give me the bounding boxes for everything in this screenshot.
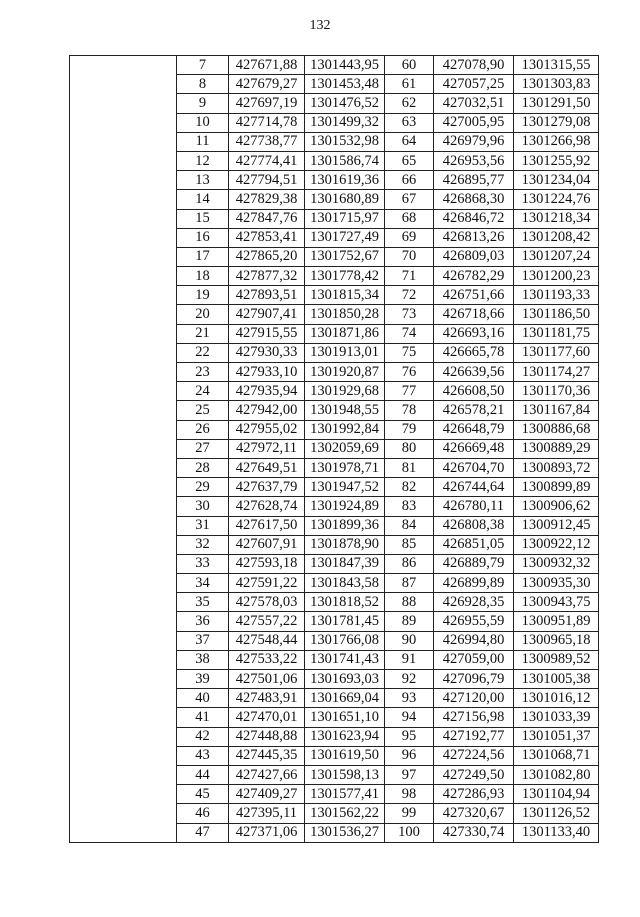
point-number-right: 86 <box>385 554 434 573</box>
x-coordinate-right: 426608,50 <box>434 382 514 401</box>
x-coordinate-left: 427649,51 <box>229 458 305 477</box>
point-number-left: 37 <box>177 631 229 650</box>
x-coordinate-left: 427607,91 <box>229 535 305 554</box>
x-coordinate-left: 427930,33 <box>229 343 305 362</box>
point-number-left: 14 <box>177 190 229 209</box>
x-coordinate-left: 427557,22 <box>229 612 305 631</box>
y-coordinate-right: 1300922,12 <box>514 535 599 554</box>
point-number-left: 26 <box>177 420 229 439</box>
x-coordinate-right: 426868,30 <box>434 190 514 209</box>
y-coordinate-right: 1301170,36 <box>514 382 599 401</box>
y-coordinate-left: 1301947,52 <box>305 478 385 497</box>
point-number-right: 78 <box>385 401 434 420</box>
y-coordinate-right: 1300886,68 <box>514 420 599 439</box>
y-coordinate-left: 1301847,39 <box>305 554 385 573</box>
y-coordinate-left: 1301727,49 <box>305 228 385 247</box>
point-number-left: 38 <box>177 650 229 669</box>
x-coordinate-right: 427192,77 <box>434 727 514 746</box>
y-coordinate-right: 1300935,30 <box>514 574 599 593</box>
y-coordinate-left: 1301499,32 <box>305 113 385 132</box>
y-coordinate-right: 1300893,72 <box>514 458 599 477</box>
x-coordinate-left: 427774,41 <box>229 151 305 170</box>
y-coordinate-left: 1301978,71 <box>305 458 385 477</box>
point-number-left: 25 <box>177 401 229 420</box>
point-number-left: 19 <box>177 286 229 305</box>
point-number-left: 17 <box>177 247 229 266</box>
point-number-right: 97 <box>385 765 434 784</box>
point-number-left: 8 <box>177 75 229 94</box>
point-number-left: 13 <box>177 171 229 190</box>
x-coordinate-right: 427286,93 <box>434 785 514 804</box>
y-coordinate-right: 1301291,50 <box>514 94 599 113</box>
x-coordinate-left: 427877,32 <box>229 267 305 286</box>
point-number-right: 94 <box>385 708 434 727</box>
y-coordinate-right: 1300899,89 <box>514 478 599 497</box>
x-coordinate-left: 427847,76 <box>229 209 305 228</box>
x-coordinate-right: 426780,11 <box>434 497 514 516</box>
y-coordinate-right: 1301234,04 <box>514 171 599 190</box>
x-coordinate-left: 427591,22 <box>229 574 305 593</box>
point-number-left: 29 <box>177 478 229 497</box>
x-coordinate-left: 427907,41 <box>229 305 305 324</box>
x-coordinate-right: 427320,67 <box>434 804 514 823</box>
page-number: 132 <box>309 18 331 33</box>
y-coordinate-right: 1301193,33 <box>514 286 599 305</box>
x-coordinate-right: 426895,77 <box>434 171 514 190</box>
y-coordinate-left: 1301741,43 <box>305 650 385 669</box>
y-coordinate-left: 1301815,34 <box>305 286 385 305</box>
y-coordinate-left: 1301871,86 <box>305 324 385 343</box>
point-number-left: 20 <box>177 305 229 324</box>
x-coordinate-right: 426846,72 <box>434 209 514 228</box>
point-number-right: 98 <box>385 785 434 804</box>
x-coordinate-left: 427548,44 <box>229 631 305 650</box>
point-number-right: 75 <box>385 343 434 362</box>
point-number-right: 64 <box>385 132 434 151</box>
x-coordinate-left: 427829,38 <box>229 190 305 209</box>
x-coordinate-left: 427915,55 <box>229 324 305 343</box>
x-coordinate-right: 426648,79 <box>434 420 514 439</box>
point-number-left: 47 <box>177 823 229 842</box>
y-coordinate-left: 1301899,36 <box>305 516 385 535</box>
x-coordinate-left: 427427,66 <box>229 765 305 784</box>
y-coordinate-left: 1301992,84 <box>305 420 385 439</box>
point-number-right: 93 <box>385 689 434 708</box>
point-number-right: 65 <box>385 151 434 170</box>
point-number-left: 40 <box>177 689 229 708</box>
x-coordinate-right: 426704,70 <box>434 458 514 477</box>
x-coordinate-left: 427371,06 <box>229 823 305 842</box>
y-coordinate-right: 1301167,84 <box>514 401 599 420</box>
point-number-left: 33 <box>177 554 229 573</box>
y-coordinate-right: 1300989,52 <box>514 650 599 669</box>
x-coordinate-left: 427448,88 <box>229 727 305 746</box>
y-coordinate-right: 1301068,71 <box>514 746 599 765</box>
point-number-left: 24 <box>177 382 229 401</box>
x-coordinate-left: 427637,79 <box>229 478 305 497</box>
y-coordinate-left: 1301536,27 <box>305 823 385 842</box>
point-number-right: 95 <box>385 727 434 746</box>
point-number-right: 84 <box>385 516 434 535</box>
x-coordinate-right: 426782,29 <box>434 267 514 286</box>
point-number-right: 61 <box>385 75 434 94</box>
point-number-right: 91 <box>385 650 434 669</box>
point-number-right: 60 <box>385 56 434 75</box>
y-coordinate-left: 1301619,50 <box>305 746 385 765</box>
y-coordinate-right: 1300906,62 <box>514 497 599 516</box>
point-number-right: 99 <box>385 804 434 823</box>
point-number-left: 11 <box>177 132 229 151</box>
point-number-left: 31 <box>177 516 229 535</box>
point-number-left: 44 <box>177 765 229 784</box>
y-coordinate-left: 1301920,87 <box>305 363 385 382</box>
coordinates-table <box>69 55 599 843</box>
point-number-left: 39 <box>177 670 229 689</box>
point-number-right: 69 <box>385 228 434 247</box>
y-coordinate-right: 1301266,98 <box>514 132 599 151</box>
x-coordinate-right: 426889,79 <box>434 554 514 573</box>
x-coordinate-right: 427005,95 <box>434 113 514 132</box>
y-coordinate-right: 1300951,89 <box>514 612 599 631</box>
x-coordinate-left: 427972,11 <box>229 439 305 458</box>
y-coordinate-right: 1300889,29 <box>514 439 599 458</box>
y-coordinate-right: 1300912,45 <box>514 516 599 535</box>
y-coordinate-left: 1301878,90 <box>305 535 385 554</box>
x-coordinate-right: 426693,16 <box>434 324 514 343</box>
y-coordinate-left: 1301476,52 <box>305 94 385 113</box>
point-number-left: 28 <box>177 458 229 477</box>
point-number-left: 23 <box>177 363 229 382</box>
point-number-right: 71 <box>385 267 434 286</box>
y-coordinate-left: 1301715,97 <box>305 209 385 228</box>
x-coordinate-left: 427671,88 <box>229 56 305 75</box>
point-number-right: 63 <box>385 113 434 132</box>
y-coordinate-left: 1301948,55 <box>305 401 385 420</box>
x-coordinate-left: 427395,11 <box>229 804 305 823</box>
x-coordinate-right: 426718,66 <box>434 305 514 324</box>
point-number-right: 72 <box>385 286 434 305</box>
y-coordinate-left: 1301562,22 <box>305 804 385 823</box>
point-number-right: 80 <box>385 439 434 458</box>
x-coordinate-right: 427249,50 <box>434 765 514 784</box>
x-coordinate-right: 427057,25 <box>434 75 514 94</box>
point-number-left: 15 <box>177 209 229 228</box>
y-coordinate-right: 1301051,37 <box>514 727 599 746</box>
y-coordinate-right: 1301207,24 <box>514 247 599 266</box>
y-coordinate-right: 1301082,80 <box>514 765 599 784</box>
point-number-right: 100 <box>385 823 434 842</box>
point-number-right: 81 <box>385 458 434 477</box>
x-coordinate-right: 426639,56 <box>434 363 514 382</box>
x-coordinate-right: 427032,51 <box>434 94 514 113</box>
x-coordinate-left: 427697,19 <box>229 94 305 113</box>
point-number-right: 62 <box>385 94 434 113</box>
x-coordinate-left: 427593,18 <box>229 554 305 573</box>
x-coordinate-right: 427096,79 <box>434 670 514 689</box>
y-coordinate-right: 1301133,40 <box>514 823 599 842</box>
x-coordinate-right: 426813,26 <box>434 228 514 247</box>
y-coordinate-right: 1301126,52 <box>514 804 599 823</box>
x-coordinate-right: 427224,56 <box>434 746 514 765</box>
x-coordinate-left: 427628,74 <box>229 497 305 516</box>
y-coordinate-left: 1301913,01 <box>305 343 385 362</box>
y-coordinate-left: 1302059,69 <box>305 439 385 458</box>
y-coordinate-left: 1301443,95 <box>305 56 385 75</box>
point-number-left: 32 <box>177 535 229 554</box>
x-coordinate-right: 426809,03 <box>434 247 514 266</box>
y-coordinate-left: 1301850,28 <box>305 305 385 324</box>
point-number-right: 92 <box>385 670 434 689</box>
y-coordinate-right: 1301279,08 <box>514 113 599 132</box>
x-coordinate-left: 427714,78 <box>229 113 305 132</box>
x-coordinate-right: 426669,48 <box>434 439 514 458</box>
point-number-right: 90 <box>385 631 434 650</box>
point-number-left: 42 <box>177 727 229 746</box>
y-coordinate-left: 1301781,45 <box>305 612 385 631</box>
point-number-right: 85 <box>385 535 434 554</box>
point-number-right: 79 <box>385 420 434 439</box>
x-coordinate-right: 426955,59 <box>434 612 514 631</box>
y-coordinate-left: 1301453,48 <box>305 75 385 94</box>
y-coordinate-right: 1301224,76 <box>514 190 599 209</box>
point-number-left: 16 <box>177 228 229 247</box>
point-number-left: 41 <box>177 708 229 727</box>
x-coordinate-left: 427679,27 <box>229 75 305 94</box>
y-coordinate-right: 1301177,60 <box>514 343 599 362</box>
point-number-right: 96 <box>385 746 434 765</box>
y-coordinate-left: 1301818,52 <box>305 593 385 612</box>
x-coordinate-right: 426851,05 <box>434 535 514 554</box>
empty-column-cell <box>70 56 177 843</box>
y-coordinate-right: 1301315,55 <box>514 56 599 75</box>
point-number-right: 76 <box>385 363 434 382</box>
x-coordinate-right: 427078,90 <box>434 56 514 75</box>
x-coordinate-right: 426744,64 <box>434 478 514 497</box>
point-number-right: 70 <box>385 247 434 266</box>
y-coordinate-left: 1301598,13 <box>305 765 385 784</box>
point-number-left: 9 <box>177 94 229 113</box>
x-coordinate-left: 427470,01 <box>229 708 305 727</box>
y-coordinate-right: 1300965,18 <box>514 631 599 650</box>
y-coordinate-left: 1301651,10 <box>305 708 385 727</box>
y-coordinate-left: 1301929,68 <box>305 382 385 401</box>
y-coordinate-left: 1301623,94 <box>305 727 385 746</box>
x-coordinate-left: 427935,94 <box>229 382 305 401</box>
x-coordinate-left: 427933,10 <box>229 363 305 382</box>
y-coordinate-right: 1301181,75 <box>514 324 599 343</box>
x-coordinate-right: 426751,66 <box>434 286 514 305</box>
y-coordinate-left: 1301577,41 <box>305 785 385 804</box>
point-number-right: 68 <box>385 209 434 228</box>
y-coordinate-left: 1301693,03 <box>305 670 385 689</box>
point-number-right: 66 <box>385 171 434 190</box>
point-number-left: 43 <box>177 746 229 765</box>
x-coordinate-right: 426994,80 <box>434 631 514 650</box>
point-number-right: 83 <box>385 497 434 516</box>
x-coordinate-left: 427865,20 <box>229 247 305 266</box>
y-coordinate-left: 1301766,08 <box>305 631 385 650</box>
x-coordinate-left: 427501,06 <box>229 670 305 689</box>
x-coordinate-left: 427955,02 <box>229 420 305 439</box>
point-number-left: 18 <box>177 267 229 286</box>
x-coordinate-right: 426953,56 <box>434 151 514 170</box>
y-coordinate-right: 1301186,50 <box>514 305 599 324</box>
x-coordinate-left: 427409,27 <box>229 785 305 804</box>
y-coordinate-left: 1301586,74 <box>305 151 385 170</box>
y-coordinate-right: 1301033,39 <box>514 708 599 727</box>
point-number-right: 74 <box>385 324 434 343</box>
point-number-right: 73 <box>385 305 434 324</box>
point-number-right: 67 <box>385 190 434 209</box>
y-coordinate-right: 1301016,12 <box>514 689 599 708</box>
y-coordinate-right: 1301200,23 <box>514 267 599 286</box>
x-coordinate-left: 427893,51 <box>229 286 305 305</box>
x-coordinate-left: 427578,03 <box>229 593 305 612</box>
y-coordinate-left: 1301924,89 <box>305 497 385 516</box>
point-number-left: 30 <box>177 497 229 516</box>
x-coordinate-right: 427059,00 <box>434 650 514 669</box>
point-number-left: 46 <box>177 804 229 823</box>
point-number-left: 7 <box>177 56 229 75</box>
y-coordinate-right: 1300932,32 <box>514 554 599 573</box>
x-coordinate-right: 426899,89 <box>434 574 514 593</box>
y-coordinate-left: 1301778,42 <box>305 267 385 286</box>
x-coordinate-right: 426928,35 <box>434 593 514 612</box>
point-number-right: 89 <box>385 612 434 631</box>
x-coordinate-left: 427445,35 <box>229 746 305 765</box>
x-coordinate-left: 427853,41 <box>229 228 305 247</box>
x-coordinate-left: 427483,91 <box>229 689 305 708</box>
point-number-left: 10 <box>177 113 229 132</box>
x-coordinate-right: 427156,98 <box>434 708 514 727</box>
coordinates-table-body <box>70 56 599 843</box>
point-number-left: 12 <box>177 151 229 170</box>
table-row <box>70 56 599 75</box>
x-coordinate-right: 427120,00 <box>434 689 514 708</box>
x-coordinate-right: 426578,21 <box>434 401 514 420</box>
y-coordinate-left: 1301619,36 <box>305 171 385 190</box>
y-coordinate-left: 1301752,67 <box>305 247 385 266</box>
point-number-left: 36 <box>177 612 229 631</box>
y-coordinate-right: 1301005,38 <box>514 670 599 689</box>
y-coordinate-right: 1301174,27 <box>514 363 599 382</box>
y-coordinate-right: 1300943,75 <box>514 593 599 612</box>
y-coordinate-right: 1301303,83 <box>514 75 599 94</box>
point-number-right: 88 <box>385 593 434 612</box>
x-coordinate-left: 427942,00 <box>229 401 305 420</box>
point-number-left: 35 <box>177 593 229 612</box>
x-coordinate-right: 426665,78 <box>434 343 514 362</box>
x-coordinate-left: 427533,22 <box>229 650 305 669</box>
y-coordinate-right: 1301218,34 <box>514 209 599 228</box>
y-coordinate-left: 1301669,04 <box>305 689 385 708</box>
point-number-left: 27 <box>177 439 229 458</box>
y-coordinate-right: 1301104,94 <box>514 785 599 804</box>
point-number-left: 45 <box>177 785 229 804</box>
x-coordinate-left: 427738,77 <box>229 132 305 151</box>
y-coordinate-right: 1301255,92 <box>514 151 599 170</box>
y-coordinate-left: 1301843,58 <box>305 574 385 593</box>
point-number-right: 77 <box>385 382 434 401</box>
y-coordinate-right: 1301208,42 <box>514 228 599 247</box>
x-coordinate-left: 427617,50 <box>229 516 305 535</box>
x-coordinate-right: 426979,96 <box>434 132 514 151</box>
point-number-right: 82 <box>385 478 434 497</box>
x-coordinate-left: 427794,51 <box>229 171 305 190</box>
point-number-right: 87 <box>385 574 434 593</box>
point-number-left: 22 <box>177 343 229 362</box>
point-number-left: 21 <box>177 324 229 343</box>
y-coordinate-left: 1301680,89 <box>305 190 385 209</box>
y-coordinate-left: 1301532,98 <box>305 132 385 151</box>
point-number-left: 34 <box>177 574 229 593</box>
x-coordinate-right: 426808,38 <box>434 516 514 535</box>
x-coordinate-right: 427330,74 <box>434 823 514 842</box>
